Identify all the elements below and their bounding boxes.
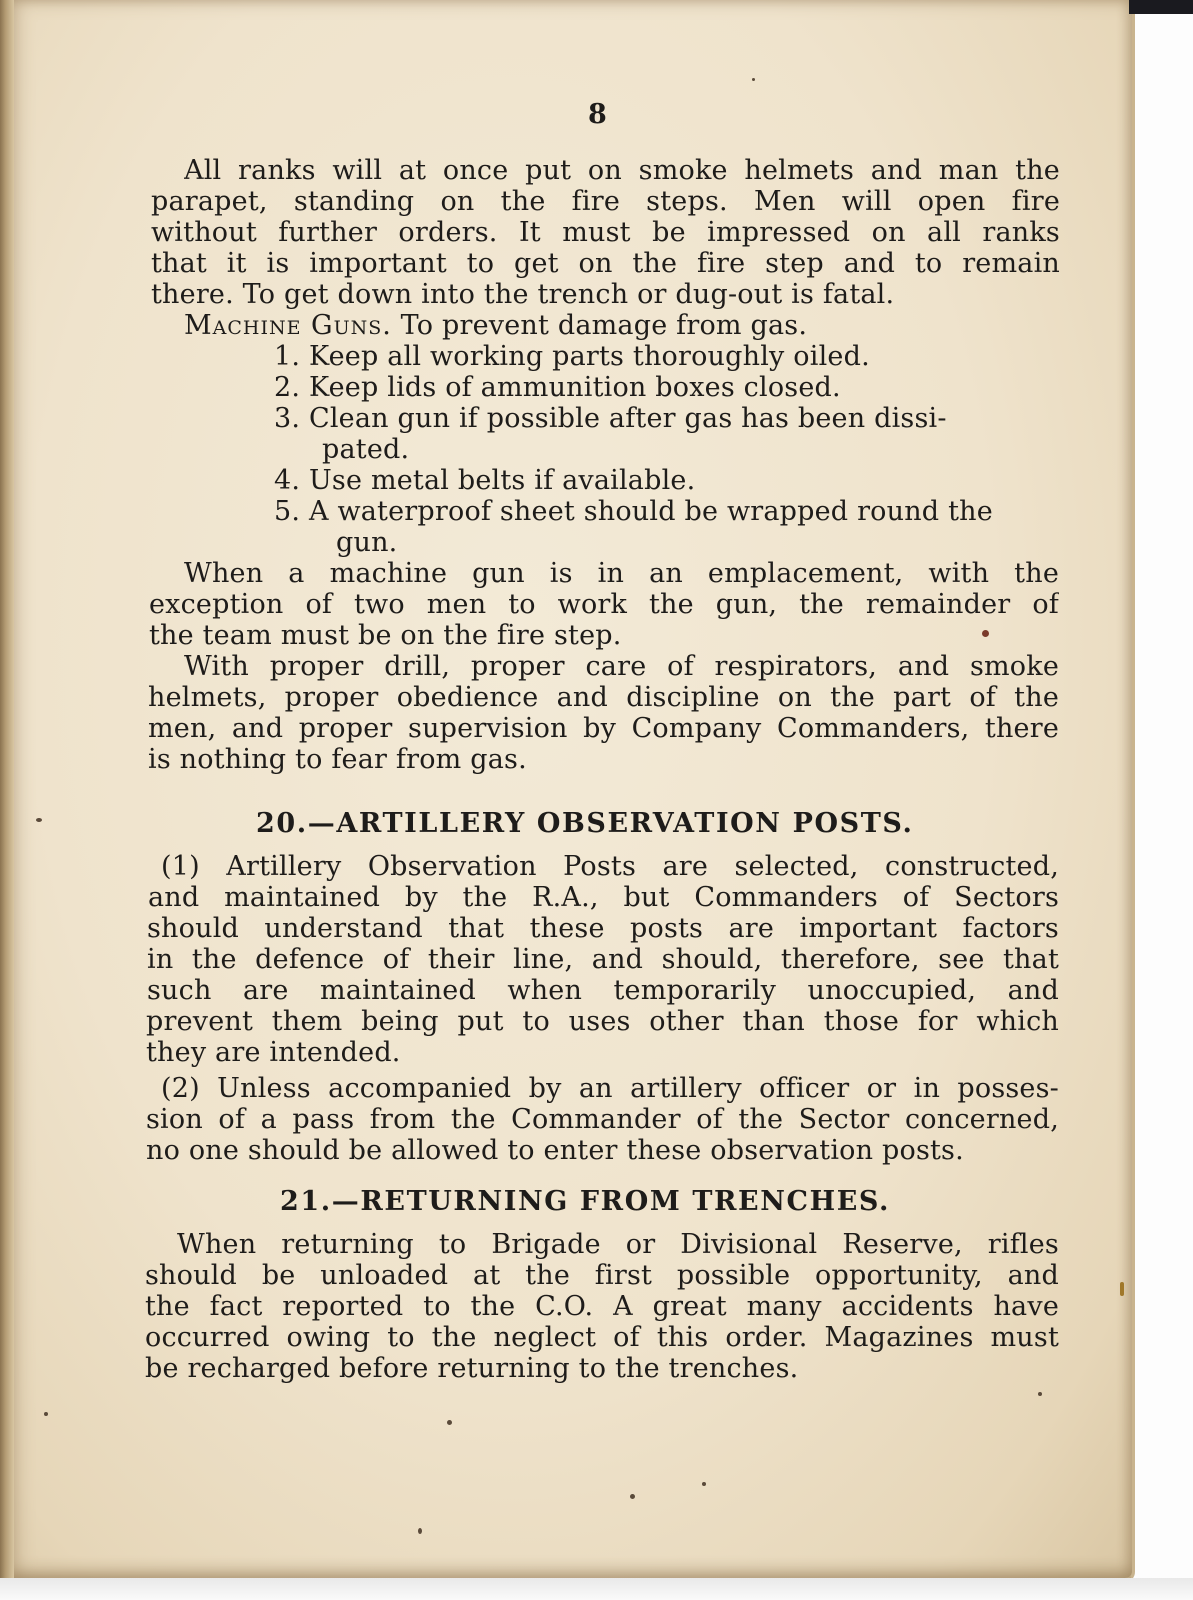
- paragraph-line: When a machine gun is in an emplacement, with the: [184, 559, 1059, 589]
- paragraph-line: should be unloaded at the first possible opportunity, and: [145, 1261, 1059, 1291]
- paragraph-line: such are maintained when temporarily unoccupied, and: [147, 976, 1059, 1006]
- paragraph-line: that it is important to get on the fire step and to remain: [151, 249, 1060, 279]
- list-item: 4. Use metal belts if available.: [274, 465, 696, 496]
- list-item-continuation: pated.: [322, 434, 410, 465]
- page-number: 8: [588, 99, 607, 130]
- paragraph-line: they are intended.: [146, 1037, 401, 1068]
- list-item-continuation: gun.: [336, 527, 398, 558]
- list-item: 3. Clean gun if possible after gas has been dissi-: [274, 403, 947, 434]
- paragraph-line: When returning to Brigade or Divisional Reserve, rifles: [177, 1230, 1059, 1260]
- paragraph-line: helmets, proper obedience and discipline on the part of the: [148, 683, 1059, 713]
- paragraph-line: men, and proper supervision by Company Commanders, there: [148, 714, 1059, 744]
- paragraph-line: parapet, standing on the fire steps. Men will open fire: [151, 187, 1060, 217]
- paragraph-line: With proper drill, proper care of respirators, and smoke: [184, 652, 1059, 682]
- paragraph-line: the team must be on the fire step.: [149, 620, 622, 651]
- paragraph-line: exception of two men to work the gun, the remainder of: [149, 590, 1059, 620]
- paragraph-line: prevent them being put to uses other than those for which: [146, 1007, 1059, 1037]
- paragraph-line: sion of a pass from the Commander of the Sector concerned,: [146, 1105, 1059, 1135]
- paragraph-line: occurred owing to the neglect of this order. Magazines must: [145, 1323, 1059, 1353]
- paragraph-line: there. To get down into the trench or dug-out is fatal.: [151, 279, 895, 310]
- paragraph-line: no one should be allowed to enter these observation posts.: [146, 1135, 964, 1166]
- list-item: 1. Keep all working parts thoroughly oiled.: [274, 341, 870, 372]
- section-heading: 21.—RETURNING FROM TRENCHES.: [280, 1186, 891, 1217]
- paragraph-line: without further orders. It must be impressed on all ranks: [151, 218, 1060, 248]
- paragraph-line: is nothing to fear from gas.: [148, 744, 527, 775]
- paragraph-line: be recharged before returning to the trenches.: [145, 1353, 799, 1384]
- paragraph-line: (1) Artillery Observation Posts are selected, constructed,: [161, 852, 1059, 882]
- machine-guns-intro: Machine Guns. To prevent damage from gas.: [184, 310, 808, 341]
- machine-guns-label: Machine Guns.: [184, 310, 392, 341]
- paragraph-line: in the defence of their line, and should, therefore, see that: [147, 945, 1059, 975]
- paragraph-line: should understand that these posts are important factors: [147, 914, 1059, 944]
- paragraph-line: (2) Unless accompanied by an artillery officer or in posses-: [161, 1074, 1059, 1104]
- paragraph-line: All ranks will at once put on smoke helmets and man the: [184, 156, 1060, 186]
- section-heading: 20.—ARTILLERY OBSERVATION POSTS.: [256, 808, 914, 839]
- list-item: 5. A waterproof sheet should be wrapped round the: [274, 496, 993, 527]
- list-item: 2. Keep lids of ammunition boxes closed.: [274, 372, 841, 403]
- paragraph-line: and maintained by the R.A., but Commanders of Sectors: [148, 883, 1059, 913]
- paragraph-line: the fact reported to the C.O. A great many accidents have: [145, 1292, 1059, 1322]
